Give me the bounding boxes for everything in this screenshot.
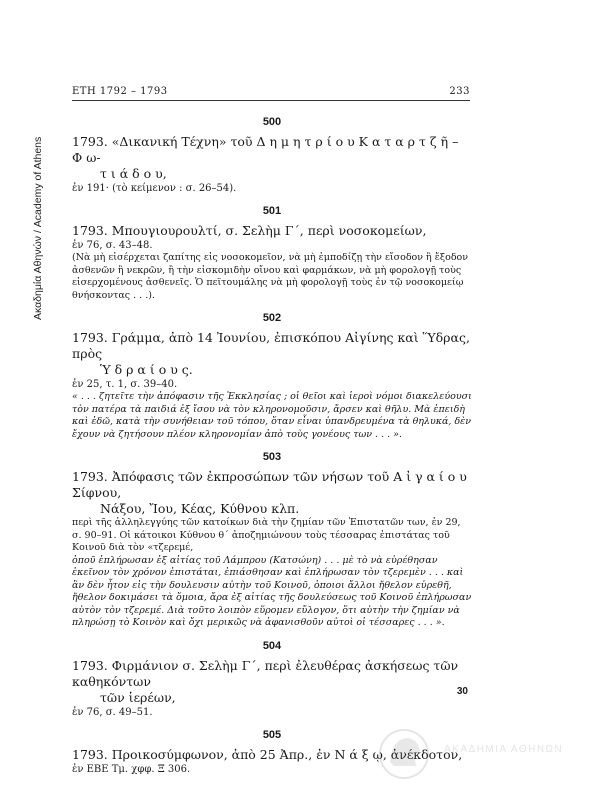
footer-page-number: 30 (456, 686, 468, 697)
entry-title-line: Ὑ δ ρ α ί ο υ ς. (100, 362, 193, 377)
header-title: ΕΤΗ 1792 – 1793 (72, 86, 168, 97)
entry-number: 503 (262, 451, 282, 463)
entry-501 (72, 205, 472, 302)
entry-500 (72, 116, 472, 195)
entry-reference: ἐν 25, τ. 1, σ. 39–40. (72, 379, 178, 390)
academy-watermark (374, 726, 574, 782)
entry-title-line: τῶν ἱερέων, (100, 689, 176, 705)
entry-title-line: 1793. «Δικανική Τέχνη» τοῦ Δ η μ η τ ρ ί ο υ Κ α τ α ρ τ ζ ῆ – Φ ω- (72, 134, 459, 165)
entry-body: (Νὰ μὴ εἰσέρχεται ζαπίτης εἰς νοσοκομεῖον, νὰ μὴ ἐμποδίζῃ τὴν εἴσοδον ἢ ἔξοδον ἀσθενῶν ἢ νεκρῶν, ἢ τὴν εἰσκομιδὴν οἴνου καὶ φαρμάκων, νὰ μὴ φορολογῇ τοὺς εἰσερχομένους ἀσθενεῖς. Ὁ πεϊτουμάλης νὰ μὴ φορολογῇ τοὺς ἐν τῷ νοσοκομείῳ θνήσκοντας . . .). (72, 252, 469, 301)
entry-title-line: 1793. Γράμμα, ἀπὸ 14 Ἰουνίου, ἐπισκόπου Αἰγίνης καὶ Ὕδρας, πρὸς (72, 330, 470, 361)
entry-title-line: 1793. Μπουγιουρουλτί, σ. Σελὴμ Γ΄, περὶ νοσοκομείων, (72, 223, 427, 238)
entry-quote: « . . . ζητεῖτε τὴν ἀπόφασιν τῆς Ἐκκλησίας ; οἱ θεῖοι καὶ ἱεροὶ νόμοι διακελεύουσι τὸν πατέρα τὰ παιδιά ἐξ ἴσου νὰ τὸν κληρονομοῦσιν, ἄρσεν καὶ θῆλυ. Μὰ ἐπειδὴ καὶ ἐδῶ, κατὰ τὴν συνήθειαν τοῦ τόπου, ὅταν εἶναι ὑπανδρευμένα τὰ θηλυκά, δὲν ἔχουν νὰ ζητήσουν πλέον κληρονομίαν ἀπὸ τοὺς γονέους των . . . ». (72, 391, 472, 440)
entry-reference: ἐν 191· (τὸ κείμενον : σ. 26–54). (72, 183, 237, 194)
entries-list (72, 110, 472, 786)
entry-number: 505 (262, 728, 282, 741)
entry-reference: ἐν 76, σ. 49–51. (72, 706, 153, 718)
watermark-text: ΑΚΑΔΗΜΙΑ ΑΘΗΝΩΝ (444, 744, 564, 755)
entry-number: 502 (262, 312, 282, 324)
entry-title-line: Νάξου, Ἴου, Κέας, Κύθνου κλπ. (100, 501, 300, 516)
entry-number: 500 (262, 116, 282, 128)
entry-body: περὶ τῆς ἀλληλεγγύης τῶν κατοίκων διὰ τὴν ζημίαν τῶν Ἐπιστατῶν των, ἐν 29, σ. 90–91. Οἱ κάτοικοι Κύθνου θ΄ ἀποζημιώνουν τοὺς τέσσαρας ἐπιστάτας τοῦ Κοινοῦ διὰ τὸν «τζερεμέ, (72, 517, 461, 553)
entry-502 (72, 312, 472, 441)
entry-503 (72, 451, 472, 630)
entry-reference: ἐν 76, σ. 43–48. (72, 240, 153, 251)
entry-reference: ἐν ΕΒΕ Τμ. χφφ. Ξ 306. (72, 763, 191, 775)
entry-title-line: 1793. Προικοσύμφωνον, ἀπὸ 25 Ἀπρ., ἐν Ν ά ξ ῳ, ἀνέκδοτον, (72, 746, 463, 762)
entry-number: 504 (262, 639, 282, 652)
helmet-emblem-icon (374, 726, 434, 782)
entry-quote: ὁποῦ ἐπλήρωσαν ἐξ αἰτίας τοῦ Λάμπρου (Κατσώνη) . . . μὲ τὸ νὰ εὑρέθησαν ἐκεῖνον τὸν χρόνον ἐπιστάται, ἐπιάσθησαν καὶ ἐπλήρωσαν τὸν τζερεμὲν . . . καὶ ἂν δὲν ἦτον εἰς τὴν δουλευσιν αὐτὴν τοῦ Κοινοῦ, ὁποιοι ἄλλοι ἤθελον εὑρεθῆ, ἤθελον δοκιμάσει τὰ ὅμοια, ἄρα ἐξ αἰτίας τῆς δουλεύσεως τοῦ Κοινοῦ ἐπλήρωσαν αὐτὸν τὸν τζερεμέ. Διὰ τοῦτο λοιπὸν εὕρομεν εὔλογον, ὅτι αὐτὴν τὴν ζημίαν νὰ πληρώσῃ τὸ Κοινὸν καὶ ὄχι μερικῶς νὰ ἀφανισθοῦν αὐτοὶ οἱ τέσσαρες . . . ». (72, 554, 472, 628)
sidebar-label-text: Ακαδημία Αθηνών / Academy of Athens (32, 136, 44, 320)
header-page-number: 233 (449, 86, 470, 97)
header-rule (72, 100, 470, 101)
entry-title-line: 1793. Φιρμάνιον σ. Σελὴμ Γ΄, περὶ ἐλευθέρας ἀσκήσεως τῶν καθηκόντων (72, 657, 459, 689)
entry-title-line: 1793. Ἀπόφασις τῶν ἐκπροσώπων τῶν νήσων τοῦ Α ἰ γ α ί ο υ Σίφνου, (72, 469, 467, 500)
entry-title-line: τ ι ά δ ο υ, (100, 166, 167, 181)
sidebar-label (30, 40, 44, 320)
entry-number: 501 (262, 205, 282, 217)
entry-504 (72, 640, 472, 719)
